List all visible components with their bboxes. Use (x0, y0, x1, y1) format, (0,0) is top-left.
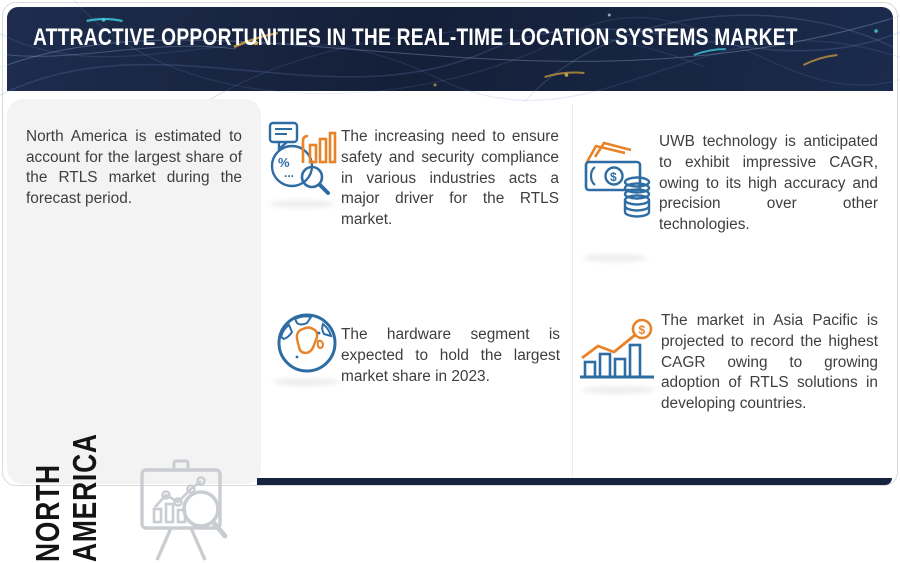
percent-glyph: % (278, 155, 290, 170)
region-summary-text: North America is estimated to account for the largest share of the RTLS market during the forecast period. (26, 128, 242, 207)
icon-shadow (583, 254, 647, 262)
presentation-board-magnifier-icon (133, 457, 237, 563)
column-divider (572, 105, 573, 477)
infographic-card (2, 2, 898, 562)
insight-text-4: The market in Asia Pacific is projected to record the highest CAGR owing to growing adoption of RTLS solutions in developing countries. (661, 312, 878, 413)
footer-bar (257, 478, 892, 485)
region-name-line2: AMERICA (66, 433, 103, 562)
insight-text-2: UWB technology is anticipated to exhibit impressive CAGR, owing to its high accuracy and precision over other technologies. (659, 133, 878, 234)
dollar-glyph: $ (610, 170, 617, 184)
cash-and-coins-icon (583, 134, 653, 220)
region-panel (7, 99, 261, 562)
globe-icon (275, 311, 339, 375)
dots-glyph: ... (284, 166, 295, 180)
insight-text-3: The hardware segment is expected to hold the largest market share in 2023. (341, 326, 560, 385)
growth-chart-dollar-icon (578, 318, 658, 386)
dollar-glyph: $ (638, 323, 646, 337)
insight-text-1: The increasing need to ensure safety and security compliance in various industries acts a major driver for the RTLS market. (341, 128, 559, 229)
icon-shadow (581, 386, 655, 394)
icon-shadow (273, 378, 339, 386)
icon-shadow (269, 200, 335, 208)
header-banner (7, 7, 893, 91)
region-name-line1: NORTH (29, 464, 66, 562)
report-analytics-icon (267, 121, 341, 201)
region-name-vertical-label (29, 426, 105, 562)
page-title: ATTRACTIVE OPPORTUNITIES IN THE REAL-TIME LOCATION SYSTEMS MARKET (33, 24, 798, 51)
